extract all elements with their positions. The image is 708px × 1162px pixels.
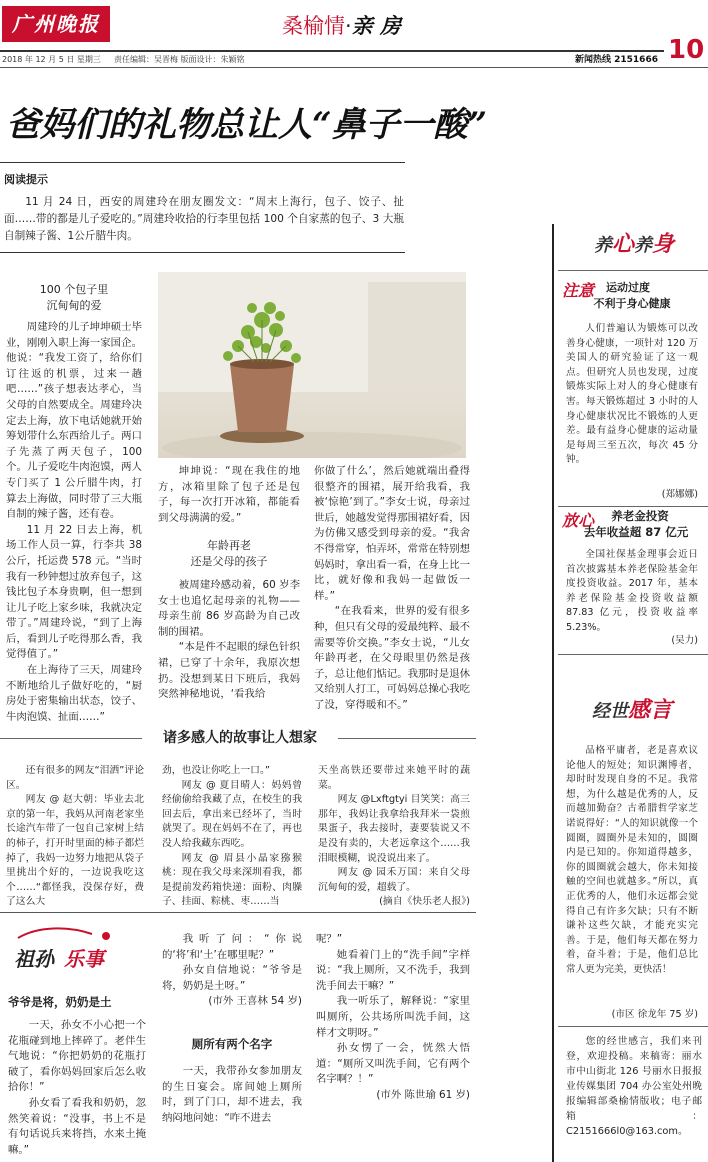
section2-para: 劲，也没让你吃上一口。” bbox=[162, 765, 270, 776]
zusun-para: 我听了问：“你说的‘将’和‘土’在哪里呢？” bbox=[162, 933, 302, 961]
zusun-logo-a: 祖孙 bbox=[14, 947, 54, 971]
section2-para: 网友 @ 眉县小晶家猕猴桃：现在我父母来深圳看我，都是提前发药箱快递：面粉、肉臊子、挂面、粽桃、枣……当 bbox=[162, 852, 302, 908]
header-date: 2018 年 12 月 5 日 星期三 bbox=[2, 55, 101, 64]
zusun-story1-title: 爷爷是将，奶奶是土 bbox=[8, 995, 112, 1009]
section2-rule-left bbox=[0, 738, 142, 739]
zusun-para: 孙女愣了一会，恍然大悟道：“厕所又叫洗手间，它有两个名字啊？！” bbox=[316, 1042, 470, 1086]
zusun-story1-col1 bbox=[8, 1018, 146, 1158]
zusun-rule bbox=[0, 912, 476, 913]
news1-body: 人们普遍认为锻炼可以改善身心健康，一项针对 120 万美国人的研究验证了这一观点。但研究人员也发现，过度锻炼实际上对人的身心健康有害。每天锻炼超过 3 小时的人身心健康状况比不锻炼的人更差。最有益身心健康的运动量是每周三至五次，每次 45 分钟。 bbox=[566, 323, 698, 466]
section2-para: 网友 @ 夏目晴人：妈妈曾经偷偷给我藏了点，在校生的我回去后，拿出来已经坏了，当时就哭了。现在妈妈不在了，再也没人给我藏东西吃。 bbox=[162, 779, 302, 849]
zusun-para: 孙女自信地说：“爷爷是将，奶奶是土呀。” bbox=[162, 964, 302, 992]
col1-para: 周建玲的儿子坤坤硕士毕业，刚刚入职上海一家国企。他说：“我发工资了，给你们订往返的机票，过来一趟吧……”孩子想表达孝心，当父母的自然要成全。周建玲决定去上海，放下电话她就开始筹划带什么东西给儿子。两口子先蒸了两天包子，100 个。儿子爱吃牛肉泡馍，两人专门买了 1 公斤腊牛肉，打算去上海做，同时带了三大瓶自制的辣子酱，还有卷。 bbox=[6, 321, 142, 521]
logo1-d: 身 bbox=[652, 231, 675, 257]
header-hotline: 新闻热线 2151666 bbox=[575, 55, 658, 65]
header-rule bbox=[0, 50, 664, 52]
section2-source: (摘自《快乐老人报》) bbox=[379, 896, 470, 908]
section2-para: 网友 @ 赵大朝：毕业去北京的第一年，我妈从河南老家坐长途汽车带了一包自己家树上结的柿子，打开时里面的柿子都烂掉了，我妈一边努力地把从袋子里挑出个好的，一边说我吃这个……“都怪我，没保存好，费了这么大 bbox=[6, 794, 144, 908]
logo1-c: 养 bbox=[634, 235, 652, 256]
zusun-story2-col2 bbox=[162, 1064, 302, 1126]
col2-body-2 bbox=[158, 578, 300, 703]
plant-illustration bbox=[158, 272, 466, 458]
page-headline: 爸妈们的礼物总让人“鼻子一酸” bbox=[6, 105, 488, 145]
header-editors: 责任编辑：吴晋梅 版面设计：朱颖铭 bbox=[114, 55, 245, 64]
logo2-b: 感言 bbox=[627, 697, 672, 723]
sidebar-rule-3 bbox=[558, 654, 708, 655]
lead-text: 11 月 24 日，西安的周建玲在朋友圈发文：“周末上海行，包子、饺子、扯面……带的都是儿子爱吃的。”周建玲收拾的行李里包括 100 个自家蒸的包子、3 大瓶自制辣子酱、1公斤腊牛肉。 bbox=[4, 196, 404, 242]
invite-text: 您的经世感言，我们来刊登，欢迎投稿。来稿寄：丽水市中山街北 126 号丽水日报报业传媒集团 704 办公室处州晚报编辑部桑榆情版收；电子邮箱：C2151666l0@163.com。 bbox=[566, 1036, 702, 1137]
zusun-para: 呢？” bbox=[316, 933, 343, 945]
essay-body: 品格平庸者，老是喜欢议论他人的短处；知识渊博者，却时时发现自身的不足。我常想，为什么越是优秀的人，反而越加勤奋？古希腊哲学家芝诺说得好：“人的知识就像一个圆圈，圆圈外是未知的，圆圈内是已知的。你知道得越多，你的圆圈就会越大，你未知接触的空间也就越多。”所以，真正优秀的人，他们永远都会觉得自己有许多欠缺；只有不断谦补这些欠缺，才能充实完善。于是，他们每天都在努力着，奋斗着；于是，他们总比常人更为完美，更快活！ bbox=[566, 745, 698, 975]
page-number: 10 bbox=[668, 35, 705, 65]
zusun-para: 一天，孙女不小心把一个花瓶碰到地上摔碎了。老伴生气地说：“你把奶奶的花瓶打破了，看你妈妈回家后怎么收拾你！” bbox=[8, 1019, 146, 1094]
headline-rule bbox=[0, 162, 405, 163]
news2-title-1: 养老金投资 bbox=[611, 509, 669, 523]
news2-title-2: 去年收益超 87 亿元 bbox=[583, 525, 689, 539]
section2-para: 网友 @Lxftgtyi 目笑笑：高三那年，我妈让我拿给我拜米一袋煎果蛋子，我去接时，妻要装说又不是没有卖的，大老远拿这个……我泪眼模糊，说没说出来了。 bbox=[318, 794, 470, 864]
brand-dot: · bbox=[345, 14, 352, 38]
section2-rule-right bbox=[338, 738, 476, 739]
sidebar-rule-4 bbox=[558, 1026, 708, 1027]
news2-tag: 放心 bbox=[562, 511, 595, 530]
col2-body bbox=[158, 464, 300, 526]
brand-name: 桑榆情 bbox=[282, 14, 345, 38]
zusun-para: 一天，我带孙女参加朋友的生日宴会。席间她上厕所时，到了门口，却不进去，我纳闷地问她：“咋不进去 bbox=[162, 1065, 302, 1124]
essay-signature: (市区 徐龙年 75 岁) bbox=[611, 1009, 698, 1020]
col2-para: “本是件不起眼的绿色针织裙，已穿了十余年，我原次想扔。没想到某日下班后，我妈突然神秘地说，‘看我给 bbox=[158, 641, 300, 701]
masthead-logo-text: 广州晚报 bbox=[12, 12, 100, 36]
news1-tag: 注意 bbox=[562, 281, 595, 300]
section-brand bbox=[282, 10, 462, 42]
section2-col2 bbox=[162, 764, 302, 910]
logo1-b: 心 bbox=[611, 231, 634, 257]
news2-signature: (吴力) bbox=[671, 635, 698, 646]
plant-photo bbox=[158, 272, 466, 458]
section2-para: 还有很多的网友“泪洒”评论区。 bbox=[6, 765, 144, 791]
zusun-para: 她看着门上的“洗手间”字样说：“我上厕所，又不洗手，我到洗手间去干嘛？” bbox=[316, 948, 470, 992]
section2-col3 bbox=[318, 764, 470, 910]
zusun-signature: (市外 陈世瑜 61 岁) bbox=[376, 1088, 470, 1101]
sidebar-divider bbox=[552, 224, 554, 1162]
col3-body bbox=[314, 464, 470, 714]
col1-subhead-2: 沉甸甸的爱 bbox=[46, 299, 102, 312]
section2-col1 bbox=[6, 764, 144, 910]
brand-sub: 亲 房 bbox=[351, 13, 401, 38]
col1-body bbox=[6, 320, 142, 725]
sidebar-logo-2 bbox=[566, 688, 698, 732]
col2-subhead-2: 还是父母的孩子 bbox=[190, 555, 268, 568]
zusun-logo-b: 乐事 bbox=[64, 947, 104, 971]
zusun-logo bbox=[8, 924, 134, 980]
sidebar-rule-1 bbox=[558, 270, 708, 271]
col2-para: 坤坤说：“现在我住的地方，冰箱里除了包子还是包子，每一次打开冰箱，都能看到父母满满的爱。” bbox=[158, 465, 300, 524]
news1-title-1: 运动过度 bbox=[606, 281, 650, 294]
zusun-story1-col2 bbox=[162, 932, 302, 1010]
sidebar-rule-2 bbox=[558, 506, 708, 507]
col1-para: 在上海待了三天，周建玲不断地给儿子做好吃的，“厨房处于密集输出状态，饺子、牛肉泡馍、扯面……” bbox=[6, 664, 142, 723]
col2-para: 被周建玲感动着，60 岁李女士也追忆起母亲的礼物——母亲生前 86 岁高龄为自己改制的围裙。 bbox=[158, 579, 300, 638]
logo2-a: 经世 bbox=[591, 701, 628, 722]
col1-subhead-1: 100 个包子里 bbox=[39, 283, 109, 296]
section2-para: 网友 @ 园禾万国：来自父母沉甸甸的爱，超载了。 bbox=[318, 867, 470, 893]
zusun-story2-col3 bbox=[316, 932, 470, 1104]
header-rule-2 bbox=[0, 67, 708, 68]
lead-rule bbox=[0, 252, 405, 253]
logo1-a: 养 bbox=[593, 235, 612, 256]
news2-body: 全国社保基金理事会近日首次披露基本养老保险基金年度投资收益。2017 年，基本养老保险基金投资收益额 87.83 亿元，投资收益率 5.23%。 bbox=[566, 549, 698, 633]
col1-para: 11 月 22 日去上海，机场工作人员一算，行李共 38 公斤，托运费 578 元。“当时我有一秒钟想过放弃包子，这钱比包子本身贵啊，但一想到让儿子吃上家乡味，我就决定带了。”周建玲说，“到了上海后，看到儿子吃得那么香，我觉得值了。” bbox=[6, 523, 142, 661]
col2-subhead-1: 年龄再老 bbox=[207, 539, 251, 552]
zusun-para: 我一听乐了，解释说：“家里叫厕所，公共场所叫洗手间，这样才文明呀。” bbox=[316, 995, 470, 1039]
section2-title: 诸多感人的故事让人想家 bbox=[163, 730, 317, 746]
col3-para: “在我看来，世界的爱有很多种，但只有父母的爱最纯粹、最不需要等价交换。”李女士说，“儿女年龄再老，在父母眼里仍然是孩子，总让他们惦记。我那时是退休又给别人打工，可妈妈总操心我吃了没，穿得暖和不。” bbox=[314, 605, 470, 711]
col3-para: 你做了什么’，然后她就端出叠得很整齐的围裙，展开给我看，我被‘惊艳’到了。”李女士说，母亲过世后，她越发觉得那围裙好看，因为仿佛又感受到母亲的爱。“我舍不得常穿，怕弄坏，常常在特别想妈妈时，拿出看一看，在身上比一比，就好像和我妈一起做饭一样。” bbox=[314, 465, 470, 602]
zusun-story2-title: 厕所有两个名字 bbox=[191, 1037, 273, 1051]
news1-title-2: 不利于身心健康 bbox=[593, 297, 671, 310]
zusun-signature: (市外 王喜林 54 岁) bbox=[208, 995, 302, 1008]
news1-signature: (郑娜娜) bbox=[661, 489, 698, 500]
lead-label: 阅读提示 bbox=[4, 173, 48, 186]
section2-para: 天坐高铁还要带过来她平时的蔬菜。 bbox=[318, 765, 470, 791]
sidebar-logo-1 bbox=[574, 224, 694, 264]
zusun-para: 孙女看了看我和奶奶，忽然笑着说：“没事，书上不是有句话说兵来将挡，水来土掩嘛。” bbox=[8, 1096, 146, 1156]
